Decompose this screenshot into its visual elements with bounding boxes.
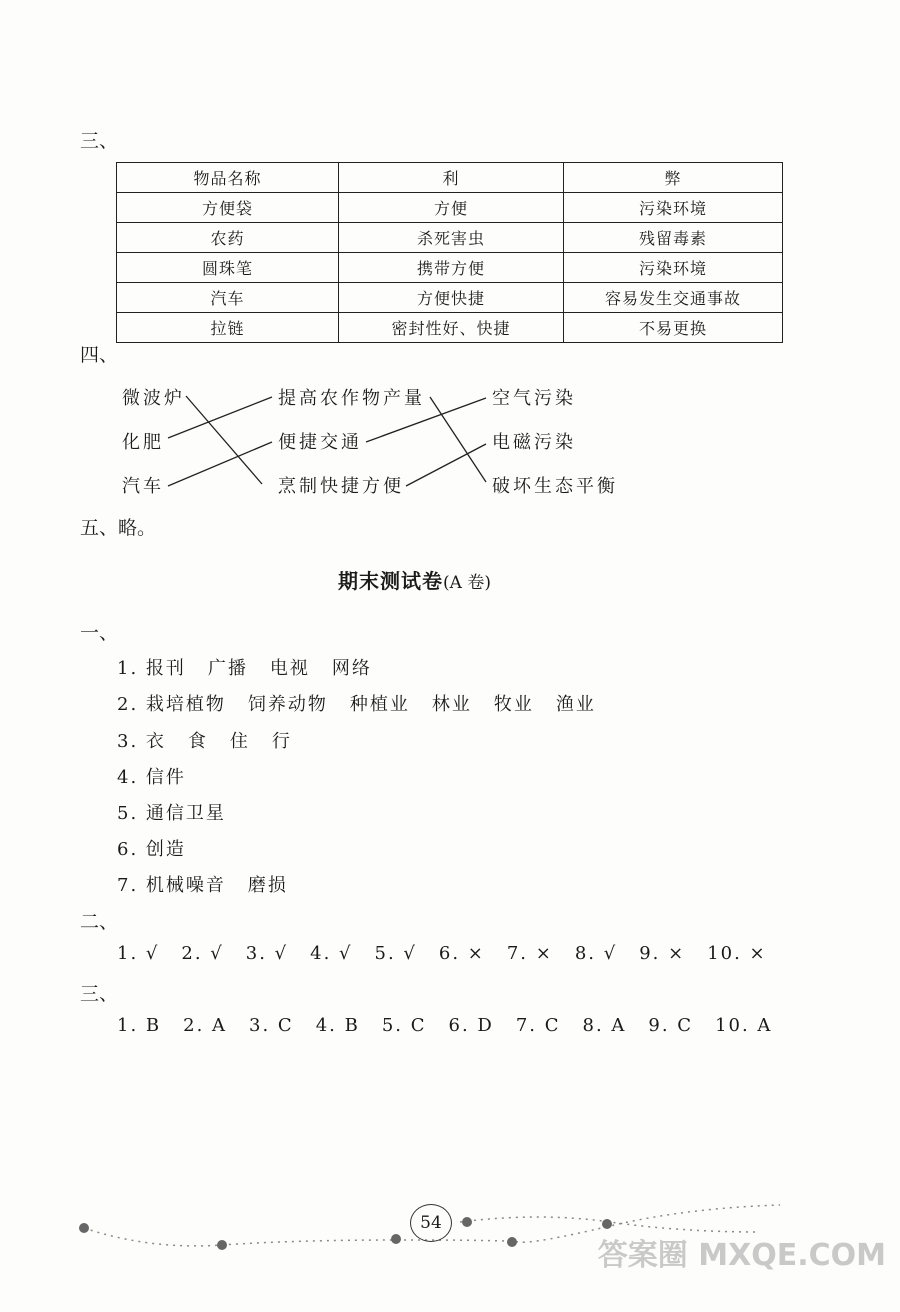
- table-cell: 汽车: [117, 283, 339, 313]
- table-cell: 携带方便: [339, 253, 564, 283]
- answer-item: 磨损: [247, 875, 288, 896]
- section-four-heading: 四、: [80, 344, 119, 366]
- middle-item: 烹制快捷方便: [278, 476, 404, 497]
- section-five: 五、略。: [80, 517, 157, 539]
- header-pros: 利: [339, 163, 564, 193]
- answer-item: 食: [187, 731, 208, 752]
- table-cell: 密封性好、快捷: [339, 313, 564, 343]
- table-cell: 污染环境: [564, 253, 783, 283]
- choice-answer: 4. B: [315, 1015, 360, 1036]
- judgment-answer: 6. ×: [438, 943, 485, 964]
- judgment-answer: 3. √: [245, 943, 289, 964]
- match-line: [186, 396, 262, 484]
- answer-item: 6. 创造: [117, 839, 186, 860]
- table-cell: 方便袋: [117, 193, 339, 223]
- choice-answer: 5. C: [381, 1015, 427, 1036]
- header-item-name: 物品名称: [117, 163, 339, 193]
- judgment-answer: 9. ×: [639, 943, 686, 964]
- watermark-logo: 答案圈 MXQE.COM: [597, 1238, 886, 1273]
- table-cell: 方便快捷: [339, 283, 564, 313]
- table-cell: 杀死害虫: [339, 223, 564, 253]
- table-cell: 方便: [339, 193, 564, 223]
- choice-answer: 1. B: [117, 1015, 162, 1036]
- right-item: 电磁污染: [492, 432, 576, 453]
- exam-title: [338, 565, 491, 594]
- choice-answer: 2. A: [183, 1015, 228, 1036]
- left-item: 微波炉: [122, 388, 185, 409]
- judgment-answer: 1. √: [117, 943, 160, 964]
- right-item: 空气污染: [492, 388, 576, 409]
- judgment-answer: 10. ×: [707, 943, 767, 964]
- answer-item: 电视: [269, 658, 310, 679]
- answer-item: 1. 报刊: [117, 658, 186, 679]
- answer-item: 5. 通信卫星: [117, 803, 226, 824]
- part-two-heading: 二、: [80, 911, 119, 933]
- choice-answer: 6. D: [448, 1015, 494, 1036]
- left-item: 汽车: [122, 476, 164, 497]
- part-one-heading: 一、: [80, 622, 119, 644]
- answer-item: 2. 栽培植物: [117, 694, 226, 715]
- match-line: [168, 442, 272, 486]
- answer-item: 饲养动物: [247, 694, 328, 715]
- answer-item: 渔业: [555, 694, 596, 715]
- answer-item: 7. 机械噪音: [117, 875, 226, 896]
- exam-title-suffix: (A 卷): [443, 573, 491, 593]
- header-cons: 弊: [564, 163, 783, 193]
- page-number: 54: [410, 1204, 452, 1242]
- middle-item: 便捷交通: [278, 432, 362, 453]
- judgment-answer: 5. √: [374, 943, 417, 964]
- answer-item: 种植业: [349, 694, 410, 715]
- answer-item: 牧业: [493, 694, 534, 715]
- answer-item: 4. 信件: [117, 767, 186, 788]
- table-cell: 农药: [117, 223, 339, 253]
- left-item: 化肥: [122, 432, 164, 453]
- table-cell: 残留毒素: [564, 223, 783, 253]
- answer-line: [117, 835, 208, 861]
- choice-answer: 8. A: [582, 1015, 627, 1036]
- section-three-heading: 三、: [80, 130, 119, 152]
- answer-line: [117, 871, 310, 897]
- answer-line: [117, 763, 208, 789]
- answer-item: 网络: [331, 658, 372, 679]
- right-item: 破坏生态平衡: [492, 476, 618, 497]
- judgment-answer: 2. √: [181, 943, 224, 964]
- table-cell: 不易更换: [564, 313, 783, 343]
- table-cell: 拉链: [117, 313, 339, 343]
- answer-line: [117, 654, 394, 680]
- answer-line: [117, 1015, 794, 1036]
- choice-answer: 10. A: [715, 1015, 773, 1036]
- answer-item: 住: [229, 731, 250, 752]
- answer-line: [117, 943, 789, 964]
- answer-item: 林业: [431, 694, 472, 715]
- part-three-heading: 三、: [80, 983, 119, 1005]
- answer-line: [117, 799, 248, 825]
- middle-item: 提高农作物产量: [278, 388, 425, 409]
- exam-title-main: 期末测试卷: [338, 569, 443, 593]
- answer-line: [117, 727, 314, 753]
- match-line: [406, 444, 486, 486]
- choice-answer: 9. C: [648, 1015, 694, 1036]
- table-cell: 污染环境: [564, 193, 783, 223]
- judgment-answer: 7. ×: [506, 943, 553, 964]
- table-cell: 圆珠笔: [117, 253, 339, 283]
- answer-item: 3. 衣: [117, 731, 166, 752]
- choice-answer: 3. C: [249, 1015, 294, 1036]
- answer-line: [117, 690, 618, 716]
- judgment-answer: 4. √: [310, 943, 353, 964]
- answer-item: 广播: [207, 658, 248, 679]
- judgment-answer: 8. √: [574, 943, 618, 964]
- choice-answer: 7. C: [515, 1015, 561, 1036]
- answer-item: 行: [271, 731, 292, 752]
- table-cell: 容易发生交通事故: [564, 283, 783, 313]
